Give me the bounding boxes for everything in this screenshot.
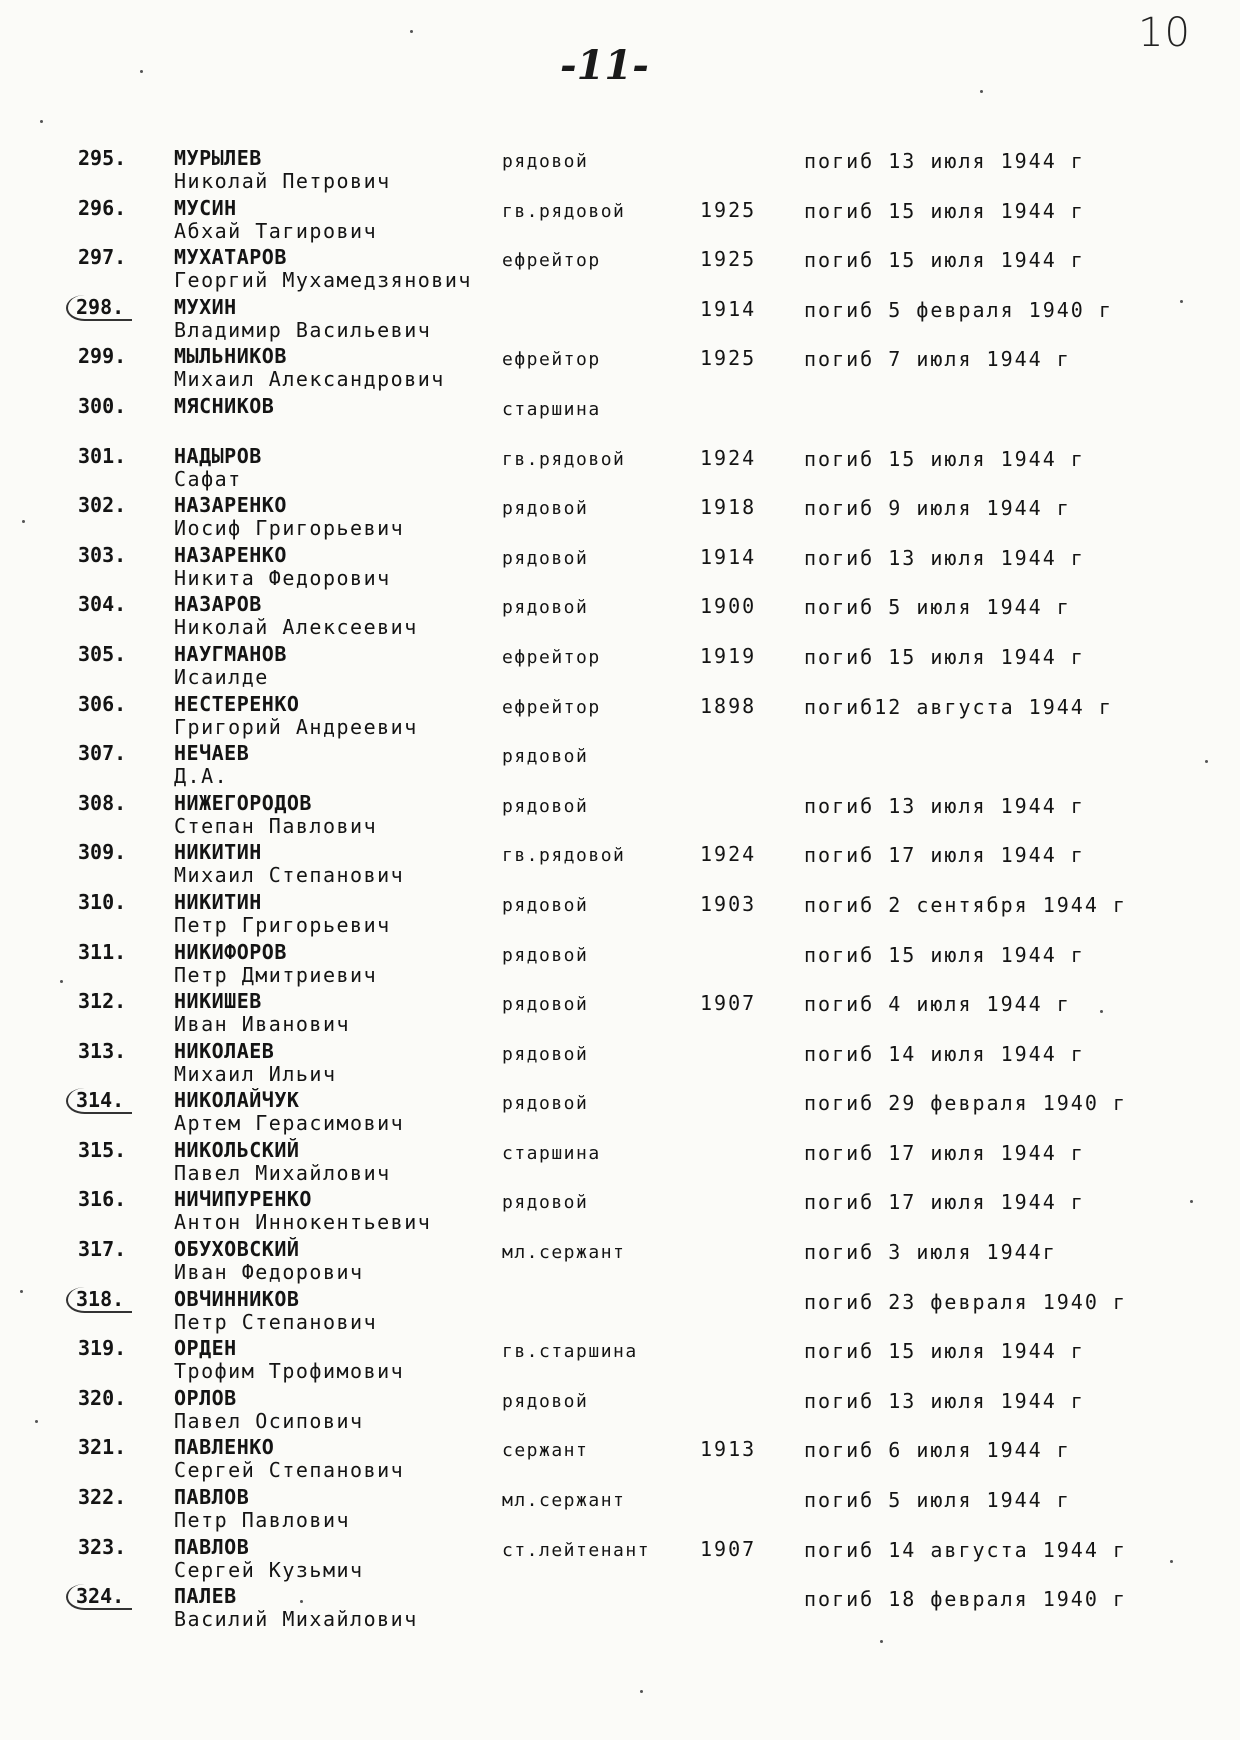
entry-fate: погиб 14 августа 1944 г (804, 1537, 1127, 1562)
list-item (0, 692, 1240, 742)
scan-speck (140, 70, 143, 73)
page-number: -11- (560, 42, 649, 89)
list-item (0, 940, 1240, 990)
scan-speck (300, 1600, 303, 1603)
entry-birth-year: 1914 (700, 296, 757, 321)
entry-fate: погиб 15 июля 1944 г (804, 446, 1085, 471)
entry-fate: погиб 13 июля 1944 г (804, 793, 1085, 818)
entry-number: 323. (78, 1534, 127, 1559)
entry-birth-year: 1907 (700, 991, 757, 1016)
entry-rank: ефрейтор (502, 349, 601, 371)
entry-rank: рядовой (502, 597, 589, 619)
list-item (0, 642, 1240, 692)
list-item (0, 394, 1240, 444)
entry-surname: МУСИН (174, 195, 237, 220)
scan-speck (1170, 1560, 1173, 1563)
entry-given-names: Владимир Васильевич (174, 317, 432, 342)
entry-fate: погиб 15 июля 1944 г (804, 198, 1085, 223)
entry-fate: погиб12 августа 1944 г (804, 694, 1113, 719)
scan-speck (980, 90, 983, 93)
entry-rank: сержант (502, 1440, 589, 1462)
entry-surname: НИЧИПУРЕНКО (174, 1187, 312, 1212)
list-item (0, 1336, 1240, 1386)
entry-fate: погиб 29 февраля 1940 г (804, 1091, 1127, 1116)
entry-fate: погиб 15 июля 1944 г (804, 248, 1085, 273)
entry-given-names: Иван Федорович (174, 1260, 364, 1285)
entry-number: 296. (78, 195, 127, 220)
entry-number: 307. (78, 741, 127, 766)
entry-number: 298. (66, 295, 132, 321)
entry-number: 306. (78, 691, 127, 716)
entry-number: 305. (78, 641, 127, 666)
entry-surname: ПАВЛЕНКО (174, 1435, 275, 1460)
entry-number: 311. (78, 939, 127, 964)
scan-speck (1100, 1010, 1103, 1013)
entry-fate: погиб 17 июля 1944 г (804, 1190, 1085, 1215)
entry-rank: гв.рядовой (502, 448, 626, 470)
entry-rank: рядовой (502, 994, 589, 1016)
entry-rank: рядовой (502, 894, 589, 916)
list-item (0, 146, 1240, 196)
entry-rank: рядовой (502, 944, 589, 966)
entry-given-names: Григорий Андреевич (174, 714, 418, 739)
entry-number: 319. (78, 1336, 127, 1361)
list-item (0, 1039, 1240, 1089)
entry-rank: старшина (502, 1142, 601, 1164)
list-item (0, 196, 1240, 246)
entry-surname: МЫЛЬНИКОВ (174, 344, 287, 369)
entry-number: 300. (78, 393, 127, 418)
entry-surname: ОБУХОВСКИЙ (174, 1237, 300, 1262)
scan-speck (1205, 760, 1208, 763)
entry-birth-year: 1919 (700, 643, 757, 668)
entry-rank: ефрейтор (502, 250, 601, 272)
list-item (0, 1237, 1240, 1287)
entry-fate: погиб 5 февраля 1940 г (804, 297, 1113, 322)
scan-speck (60, 980, 63, 983)
entry-rank: ефрейтор (502, 696, 601, 718)
entry-fate: погиб 13 июля 1944 г (804, 149, 1085, 173)
entry-fate: погиб 15 июля 1944 г (804, 942, 1085, 967)
entry-number: 317. (78, 1237, 127, 1262)
entry-birth-year: 1918 (700, 495, 757, 520)
entry-surname: НАДЫРОВ (174, 443, 262, 468)
entry-surname: НИКОЛАЕВ (174, 1038, 275, 1063)
entry-rank: мл.сержант (502, 1490, 626, 1512)
entry-surname: ПАВЛОВ (174, 1534, 250, 1559)
entry-fate: погиб 17 июля 1944 г (804, 843, 1085, 868)
list-item (0, 890, 1240, 940)
entry-given-names: Иосиф Григорьевич (174, 516, 405, 541)
entry-given-names: Сафат (174, 466, 242, 491)
entry-rank: рядовой (502, 1043, 589, 1065)
entry-number: 308. (78, 790, 127, 815)
list-item (0, 543, 1240, 593)
list-item (0, 493, 1240, 543)
entry-surname: НАЗАРОВ (174, 592, 262, 617)
entry-fate: погиб 6 июля 1944 г (804, 1438, 1071, 1463)
list-item (0, 1584, 1240, 1634)
entry-birth-year: 1913 (700, 1437, 757, 1462)
entry-fate: погиб 23 февраля 1940 г (804, 1289, 1127, 1314)
entry-rank: старшина (502, 398, 601, 420)
entry-rank: рядовой (502, 1390, 589, 1412)
corner-page-number: 10 (1138, 10, 1191, 56)
entry-surname: НЕСТЕРЕНКО (174, 691, 300, 716)
list-item (0, 1088, 1240, 1138)
entry-number: 301. (78, 443, 127, 468)
entry-number: 295. (78, 146, 127, 170)
entry-given-names: Николай Петрович (174, 169, 391, 193)
list-item (0, 1287, 1240, 1337)
list-item (0, 1386, 1240, 1436)
entry-birth-year: 1900 (700, 594, 757, 619)
entry-surname: ОРЛОВ (174, 1385, 237, 1410)
entry-number: 309. (78, 840, 127, 865)
list-item (0, 989, 1240, 1039)
entry-surname: ПАЛЕВ (174, 1584, 237, 1609)
entry-given-names: Трофим Трофимович (174, 1359, 405, 1384)
entry-surname: НИКИТИН (174, 889, 262, 914)
list-item (0, 840, 1240, 890)
entry-number: 310. (78, 889, 127, 914)
entry-given-names: Михаил Степанович (174, 863, 405, 888)
entry-fate: погиб 15 июля 1944 г (804, 1339, 1085, 1364)
scan-speck (40, 120, 43, 123)
entry-rank: рядовой (502, 795, 589, 817)
list-item (0, 344, 1240, 394)
entry-rank: гв.рядовой (502, 200, 626, 222)
entry-given-names: Сергей Степанович (174, 1458, 405, 1483)
entry-rank: рядовой (502, 746, 589, 768)
entry-number: 321. (78, 1435, 127, 1460)
list-item (0, 1535, 1240, 1585)
entry-rank: мл.сержант (502, 1242, 626, 1264)
entry-fate: погиб 15 июля 1944 г (804, 644, 1085, 669)
entry-birth-year: 1925 (700, 346, 757, 371)
entry-rank: рядовой (502, 1093, 589, 1115)
scan-speck (1180, 300, 1183, 303)
entry-surname: МУХИН (174, 294, 237, 319)
entry-number: 318. (66, 1287, 132, 1313)
scan-speck (410, 30, 413, 33)
entry-rank: рядовой (502, 1192, 589, 1214)
entry-number: 313. (78, 1038, 127, 1063)
entry-number: 303. (78, 542, 127, 567)
entry-fate: погиб 13 июля 1944 г (804, 545, 1085, 570)
entry-number: 324. (66, 1584, 132, 1610)
entry-given-names: Степан Павлович (174, 813, 378, 838)
entry-number: 297. (78, 245, 127, 270)
entry-given-names: Исаилде (174, 664, 269, 689)
list-item (0, 741, 1240, 791)
entry-given-names: Михаил Александрович (174, 367, 445, 392)
entry-birth-year: 1925 (700, 197, 757, 222)
entry-given-names: Михаил Ильич (174, 1061, 337, 1086)
entry-surname: МЯСНИКОВ (174, 393, 275, 418)
entry-number: 322. (78, 1485, 127, 1510)
entry-surname: НИЖЕГОРОДОВ (174, 790, 312, 815)
entry-number: 299. (78, 344, 127, 369)
entry-number: 320. (78, 1385, 127, 1410)
entry-fate: погиб 17 июля 1944 г (804, 1140, 1085, 1165)
entry-given-names: Д.А. (174, 764, 229, 789)
entry-fate: погиб 4 июля 1944 г (804, 992, 1071, 1017)
entry-surname: НИКИТИН (174, 840, 262, 865)
entry-fate: погиб 18 февраля 1940 г (804, 1587, 1127, 1612)
entry-surname: МУРЫЛЕВ (174, 146, 262, 170)
entry-fate: погиб 9 июля 1944 г (804, 496, 1071, 521)
entry-birth-year: 1924 (700, 445, 757, 470)
entry-surname: ОРДЕН (174, 1336, 237, 1361)
entry-surname: МУХАТАРОВ (174, 245, 287, 270)
entry-birth-year: 1898 (700, 693, 757, 718)
entry-number: 315. (78, 1137, 127, 1162)
entry-surname: НИКИФОРОВ (174, 939, 287, 964)
entry-birth-year: 1903 (700, 891, 757, 916)
entry-birth-year: 1924 (700, 842, 757, 867)
list-item (0, 791, 1240, 841)
entry-fate: погиб 14 июля 1944 г (804, 1041, 1085, 1066)
entry-given-names: Николай Алексеевич (174, 615, 418, 640)
entry-number: 302. (78, 493, 127, 518)
entry-number: 312. (78, 989, 127, 1014)
entry-given-names: Павел Осипович (174, 1408, 364, 1433)
entry-fate: погиб 2 сентября 1944 г (804, 892, 1127, 917)
entry-rank: ефрейтор (502, 646, 601, 668)
entry-given-names: Абхай Тагирович (174, 218, 378, 243)
list-item (0, 444, 1240, 494)
list-item (0, 295, 1240, 345)
entry-given-names: Георгий Мухамедзянович (174, 268, 472, 293)
entry-given-names: Петр Павлович (174, 1508, 351, 1533)
entry-number: 314. (66, 1088, 132, 1114)
entry-given-names: Павел Михайлович (174, 1160, 391, 1185)
scan-speck (640, 1690, 643, 1693)
entry-number: 316. (78, 1187, 127, 1212)
entry-birth-year: 1925 (700, 247, 757, 272)
entry-fate: погиб 5 июля 1944 г (804, 1488, 1071, 1513)
entry-given-names: Никита Федорович (174, 565, 391, 590)
entry-given-names: Петр Степанович (174, 1309, 378, 1334)
list-item (0, 1485, 1240, 1535)
entry-rank: гв.рядовой (502, 845, 626, 867)
list-item (0, 1138, 1240, 1188)
scan-speck (35, 1420, 38, 1423)
scan-speck (22, 520, 25, 523)
entry-surname: НИКОЛЬСКИЙ (174, 1137, 300, 1162)
entry-surname: НИКОЛАЙЧУК (174, 1088, 300, 1113)
casualty-list (0, 146, 1240, 1634)
entry-fate: погиб 7 июля 1944 г (804, 347, 1071, 372)
entry-surname: НАУГМАНОВ (174, 641, 287, 666)
entry-fate: погиб 13 июля 1944 г (804, 1388, 1085, 1413)
entry-surname: НАЗАРЕНКО (174, 493, 287, 518)
entry-given-names: Петр Григорьевич (174, 912, 391, 937)
scan-speck (880, 1640, 883, 1643)
list-item (0, 592, 1240, 642)
entry-given-names: Василий Михайлович (174, 1607, 418, 1632)
entry-rank: ст.лейтенант (502, 1539, 651, 1561)
list-item (0, 245, 1240, 295)
entry-birth-year: 1907 (700, 1536, 757, 1561)
entry-surname: НАЗАРЕНКО (174, 542, 287, 567)
entry-given-names: Артем Герасимович (174, 1111, 405, 1136)
list-item (0, 1187, 1240, 1237)
entry-rank: гв.старшина (502, 1341, 638, 1363)
entry-surname: НИКИШЕВ (174, 989, 262, 1014)
entry-given-names: Иван Иванович (174, 1012, 351, 1037)
entry-given-names: Петр Дмитриевич (174, 962, 378, 987)
entry-rank: рядовой (502, 547, 589, 569)
entry-fate: погиб 3 июля 1944г (804, 1240, 1057, 1265)
scan-speck (20, 1290, 23, 1293)
entry-surname: НЕЧАЕВ (174, 741, 250, 766)
entry-number: 304. (78, 592, 127, 617)
list-item (0, 1435, 1240, 1485)
entry-rank: рядовой (502, 498, 589, 520)
entry-surname: ПАВЛОВ (174, 1485, 250, 1510)
scan-speck (1190, 1200, 1193, 1203)
entry-birth-year: 1914 (700, 544, 757, 569)
entry-fate: погиб 5 июля 1944 г (804, 595, 1071, 620)
entry-given-names: Антон Иннокентьевич (174, 1210, 432, 1235)
entry-given-names: Сергей Кузьмич (174, 1557, 364, 1582)
entry-rank: рядовой (502, 151, 589, 172)
entry-surname: ОВЧИННИКОВ (174, 1286, 300, 1311)
